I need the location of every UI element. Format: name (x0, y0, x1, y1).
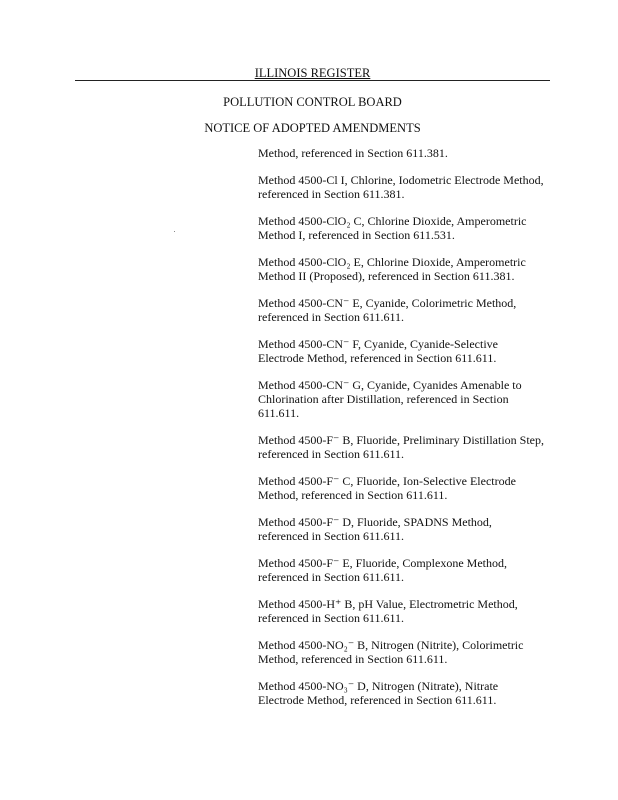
entry-line: Method, referenced in Section 611.381. (258, 146, 448, 160)
entry-line: Method 4500-NO₃⁻ D, Nitrogen (Nitrate), Nitrate (258, 679, 499, 693)
method-entry (258, 679, 558, 707)
entry-line: Method I, referenced in Section 611.531. (258, 228, 455, 242)
method-entry (258, 556, 558, 584)
entry-line: Method 4500-ClO₂ E, Chlorine Dioxide, Amperometric (258, 255, 526, 269)
entry-line: Method, referenced in Section 611.611. (258, 488, 448, 502)
entry-line: Method II (Proposed), referenced in Section 611.381. (258, 269, 515, 283)
entry-line: Method 4500-NO₂⁻ B, Nitrogen (Nitrite), Colorimetric (258, 638, 524, 652)
method-entry (258, 337, 558, 365)
entry-line: referenced in Section 611.381. (258, 187, 405, 201)
entry-line: Electrode Method, referenced in Section 611.611. (258, 693, 497, 707)
method-entry (258, 378, 558, 420)
method-entry (258, 296, 558, 324)
entry-line: Method 4500-CN⁻ G, Cyanide, Cyanides Amenable to (258, 378, 522, 392)
entry-line: referenced in Section 611.611. (258, 310, 405, 324)
method-entry (258, 214, 558, 242)
board-name: POLLUTION CONTROL BOARD (223, 95, 402, 109)
method-entry (258, 433, 558, 461)
entry-line: Method 4500-Cl I, Chlorine, Iodometric Electrode Method, (258, 173, 544, 187)
method-entry (258, 146, 558, 160)
method-entry (258, 173, 558, 201)
entry-line: Chlorination after Distillation, referenced in Section (258, 392, 509, 406)
notice-title: NOTICE OF ADOPTED AMENDMENTS (204, 121, 421, 135)
entry-line: Electrode Method, referenced in Section 611.611. (258, 351, 497, 365)
register-title: ILLINOIS REGISTER (254, 66, 371, 80)
entry-line: referenced in Section 611.611. (258, 611, 405, 625)
method-entry (258, 638, 558, 666)
entry-line: Method 4500-F⁻ B, Fluoride, Preliminary Distillation Step, (258, 433, 544, 447)
entry-line: Method 4500-H⁺ B, pH Value, Electrometric Method, (258, 597, 518, 611)
entry-line: Method 4500-F⁻ D, Fluoride, SPADNS Method, (258, 515, 492, 529)
method-list (258, 146, 558, 720)
entry-line: 611.611. (258, 406, 300, 420)
entry-line: Method 4500-CN⁻ E, Cyanide, Colorimetric Method, (258, 296, 517, 310)
entry-line: Method 4500-CN⁻ F, Cyanide, Cyanide-Selective (258, 337, 498, 351)
entry-line: referenced in Section 611.611. (258, 570, 405, 584)
scan-speck (174, 231, 175, 232)
method-entry (258, 255, 558, 283)
entry-line: Method 4500-F⁻ C, Fluoride, Ion-Selective Electrode (258, 474, 516, 488)
entry-line: Method 4500-ClO₂ C, Chlorine Dioxide, Amperometric (258, 214, 527, 228)
method-entry (258, 474, 558, 502)
entry-line: referenced in Section 611.611. (258, 447, 405, 461)
entry-line: Method 4500-F⁻ E, Fluoride, Complexone Method, (258, 556, 507, 570)
entry-line: Method, referenced in Section 611.611. (258, 652, 448, 666)
header-rule (75, 80, 550, 81)
method-entry (258, 515, 558, 543)
entry-line: referenced in Section 611.611. (258, 529, 405, 543)
method-entry (258, 597, 558, 625)
